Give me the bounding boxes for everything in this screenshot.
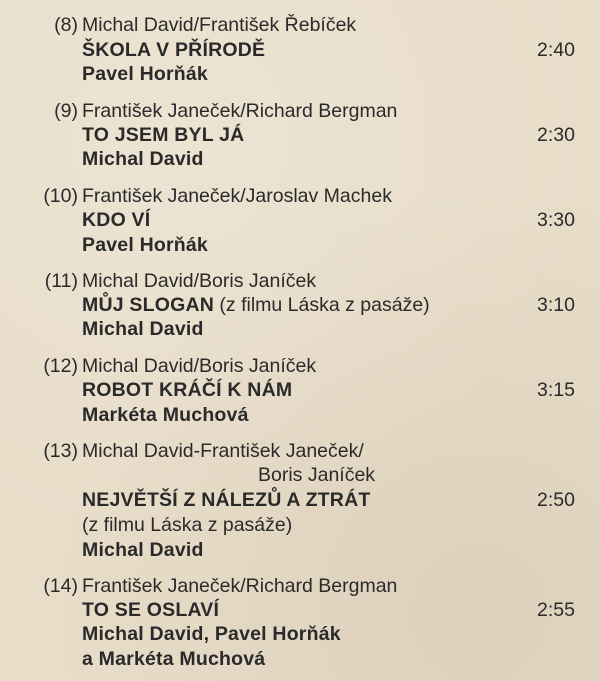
track-credits: Michal David/Boris Janíček <box>82 270 317 292</box>
track-duration: 2:30 <box>537 124 575 146</box>
track-title: ROBOT KRÁČÍ K NÁM <box>82 379 293 401</box>
track-performer: Michal David, Pavel Horňák <box>82 623 341 645</box>
track-title: KDO VÍ <box>82 209 151 231</box>
track-title <box>82 294 430 316</box>
track-credits: Michal David/František Řebíček <box>82 14 357 36</box>
track-performer: Pavel Horňák <box>82 234 208 256</box>
track-title-note: (z filmu Láska z pasáže) <box>214 294 430 316</box>
track-performer-continued: a Markéta Muchová <box>82 648 266 670</box>
track-number: (8) <box>54 14 78 36</box>
track-title: TO SE OSLAVÍ <box>82 599 220 621</box>
track-credits: František Janeček/Richard Bergman <box>82 100 398 122</box>
track-number: (11) <box>44 270 78 292</box>
track-duration: 3:30 <box>537 209 575 231</box>
track-performer: Michal David <box>82 318 204 340</box>
track-credits: Michal David/Boris Janíček <box>82 355 317 377</box>
track-performer: Markéta Muchová <box>82 404 249 426</box>
track-title: TO JSEM BYL JÁ <box>82 124 245 146</box>
track-performer: Michal David <box>82 539 204 561</box>
track-duration: 3:15 <box>537 379 575 401</box>
track-duration: 2:40 <box>537 39 575 61</box>
track-credits: František Janeček/Jaroslav Machek <box>82 185 392 207</box>
track-number: (12) <box>43 355 78 377</box>
track-subtitle: (z filmu Láska z pasáže) <box>82 514 293 536</box>
track-credits: František Janeček/Richard Bergman <box>82 575 398 597</box>
track-duration: 2:55 <box>537 599 575 621</box>
track-credits: Michal David-František Janeček/ <box>82 440 364 462</box>
track-title-text: MŮJ SLOGAN <box>82 294 215 316</box>
track-performer: Pavel Horňák <box>82 63 208 85</box>
track-duration: 2:50 <box>537 489 575 511</box>
track-credits-continued: Boris Janíček <box>258 464 376 486</box>
track-number: (9) <box>54 100 78 122</box>
track-duration: 3:10 <box>537 294 575 316</box>
track-title: NEJVĚTŠÍ Z NÁLEZŮ A ZTRÁT <box>82 489 371 511</box>
track-number: (14) <box>43 575 78 597</box>
track-number: (10) <box>43 185 78 207</box>
track-title: ŠKOLA V PŘÍRODĚ <box>82 39 266 61</box>
track-performer: Michal David <box>82 148 204 170</box>
track-number: (13) <box>43 440 78 462</box>
